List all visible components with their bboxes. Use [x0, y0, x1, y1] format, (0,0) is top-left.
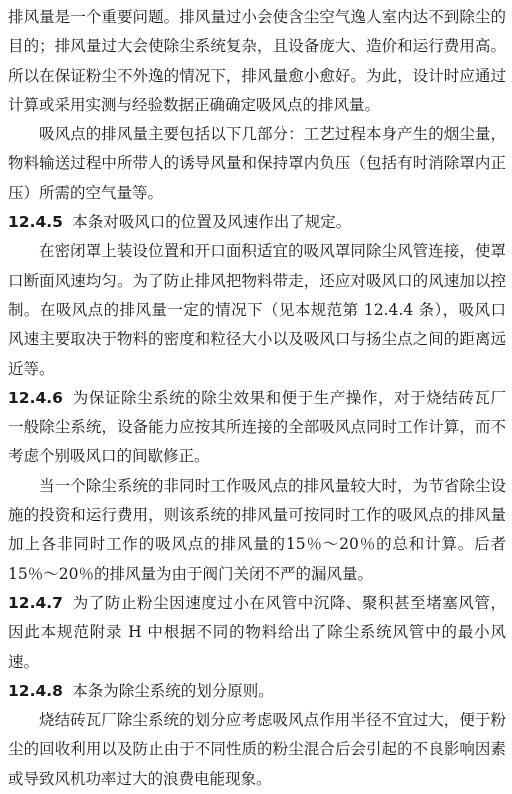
paragraph-system-division — [8, 706, 506, 794]
clause-number: 12.4.7 — [8, 593, 63, 612]
clause-number: 12.4.8 — [8, 681, 63, 700]
paragraph-suction-hood — [8, 237, 506, 383]
clause-12-4-6 — [8, 384, 506, 472]
clause-number: 12.4.6 — [8, 388, 63, 407]
paragraph-non-simultaneous — [8, 472, 506, 589]
paragraph-text: 排风量是一个重要问题。排风量过小会使含尘空气逸人室内达不到除尘的目的；排风量过大会使除尘系统复杂，且设备庞大、造价和运行费用高。所以在保证粉尘不外逸的情况下，排风量愈小愈好。为此，设计时应通过计算或采用实测与经验数据正确确定吸风点的排风量。 — [8, 8, 506, 114]
clause-12-4-8 — [8, 677, 506, 706]
paragraph-text: 在密闭罩上装设位置和开口面积适宜的吸风罩同除尘风管连接，使罩口断面风速均匀。为了防止排风把物料带走，还应对吸风口的风速加以控制。在吸风点的排风量一定的情况下（见本规范第 12.4.4 条），吸风口风速主要取决于物料的密度和粒径大小以及吸风口与扬尘点之间的距离远近等。 — [8, 242, 506, 378]
clause-12-4-5 — [8, 208, 506, 237]
paragraph-exhaust-volume-intro — [8, 3, 506, 120]
paragraph-exhaust-components — [8, 120, 506, 208]
clause-12-4-7 — [8, 589, 506, 677]
clause-text: 为了防止粉尘因速度过小在风管中沉降、聚积甚至堵塞风管，因此本规范附录 H 中根据不同的物料给出了除尘系统风管中的最小风速。 — [8, 593, 506, 671]
clause-text: 本条对吸风口的位置及风速作出了规定。 — [72, 213, 352, 232]
paragraph-text: 吸风点的排风量主要包括以下几部分：工艺过程本身产生的烟尘量，物料输送过程中所带人的诱导风量和保持罩内负压（包括有时消除罩内正压）所需的空气量等。 — [8, 125, 506, 202]
clause-text: 本条为除尘系统的划分原则。 — [72, 681, 274, 700]
clause-number: 12.4.5 — [8, 213, 63, 232]
paragraph-text: 当一个除尘系统的非同时工作吸风点的排风量较大时，为节省除尘设施的投资和运行费用，则该系统的排风量可按同时工作的吸风点的排风量加上各非同时工作的吸风点的排风量的15％～20％的总和计算。后者 15％～20％的排风量为由于阀门关闭不严的漏风量。 — [8, 476, 506, 583]
clause-text: 为保证除尘系统的除尘效果和便于生产操作，对于烧结砖瓦厂一般除尘系统，设备能力应按其所连接的全部吸风点同时工作计算，而不考虑个别吸风口的间歇修正。 — [8, 388, 506, 466]
paragraph-text: 烧结砖瓦厂除尘系统的划分应考虑吸风点作用半径不宜过大，便于粉尘的回收利用以及防止由于不同性质的粉尘混合后会引起的不良影响因素或导致风机功率过大的浪费电能现象。 — [8, 711, 506, 788]
